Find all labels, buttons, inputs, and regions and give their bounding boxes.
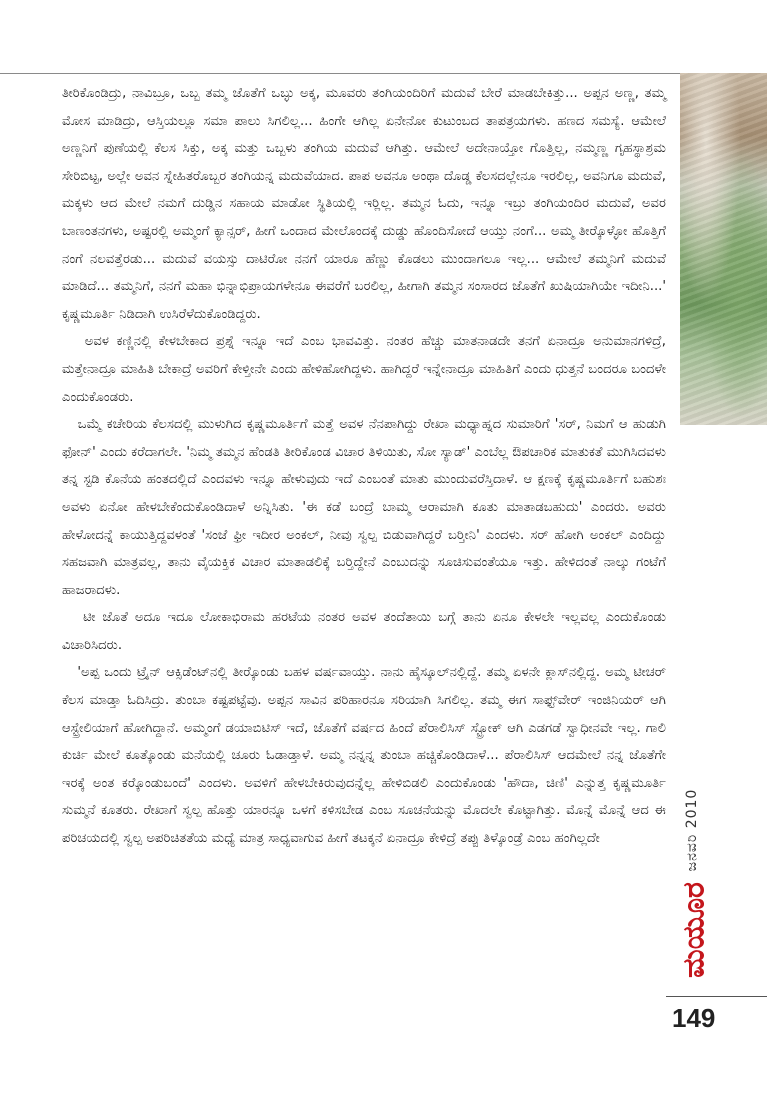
article-paragraph: ಟೀ ಜೊತೆ ಅದೂ ಇದೂ ಲೋಕಾಭಿರಾಮ ಹರಟೆಯ ನಂತರ ಅವಳ ತಂದೆತಾಯಿ ಬಗ್ಗೆ ತಾನು ಏನೂ ಕೇಳಲೇ ಇಲ್ಲವಲ್ಲ ಎಂದುಕೊಂಡು ವಿಚಾರಿಸಿದರು.: [62, 610, 671, 653]
margin-photo: [680, 73, 767, 425]
top-rule: [0, 73, 767, 74]
issue-date-text: ಜನವರಿ 2010: [684, 788, 700, 872]
article-paragraph: ಒಮ್ಮೆ ಕಚೇರಿಯ ಕೆಲಸದಲ್ಲಿ ಮುಳುಗಿದ ಕೃಷ್ಣಮೂರ್ತಿಗೆ ಮತ್ತೆ ಅವಳ ನೆನಪಾಗಿದ್ದು ರೇಖಾ ಮಧ್ಯಾಹ್ನದ ಸುಮಾರಿಗೆ 'ಸರ್, ನಿಮಗೆ ಆ ಹುಡುಗಿ ಫೋನ್' ಎಂದು ಕರೆದಾಗಲೇ. 'ನಿಮ್ಮ ತಮ್ಮನ ಹೆಂಡತಿ ತೀರಿಕೊಂಡ ವಿಚಾರ ತಿಳಿಯಿತು, ಸೋ ಸ್ಯಾಡ್' ಎಂಬೆಲ್ಲ ಔಪಚಾರಿಕ ಮಾತುಕತೆ ಮುಗಿಸಿದವಳು ತನ್ನ ಸ್ಟಡಿ ಕೊನೆಯ ಹಂತದಲ್ಲಿದೆ ಎಂದವಳು ಇನ್ನೂ ಹೇಳುವುದು ಇದೆ ಎಂಬಂತೆ ಮಾತು ಮುಂದುವರೆಸ್ತಿದಾಳೆ. ಆ ಕ್ಷಣಕ್ಕೆ ಕೃಷ್ಣಮೂರ್ತಿಗೆ ಬಹುಶಃ ಅವಳು ಏನೋ ಹೇಳಬೇಕೆಂದುಕೊಂಡಿದಾಳೆ ಅನ್ನಿಸಿತು. 'ಈ ಕಡೆ ಬಂದ್ರೆ ಬಾಮ್ಮ ಆರಾಮಾಗಿ ಕೂತು ಮಾತಾಡಬಹುದು' ಎಂದರು. ಅವರು ಹೇಳೋದನ್ನೆ ಕಾಯುತ್ತಿದ್ದವಳಂತೆ 'ಸಂಜೆ ಫ್ರೀ ಇದೀರ ಅಂಕಲ್, ನೀವು ಸ್ವಲ್ಪ ಬಿಡುವಾಗಿದ್ದರೆ ಬರ್‍ತೀನಿ' ಎಂದಳು. ಸರ್ ಹೋಗಿ ಅಂಕಲ್ ಎಂದಿದ್ದು ಸಹಜವಾಗಿ ಮಾತ್ರವಲ್ಲ, ತಾನು ವೈಯಕ್ತಿಕ ವಿಚಾರ ಮಾತಾಡಲಿಕ್ಕೆ ಬರ್‍ತಿದ್ದೇನೆ ಎಂಬುದನ್ನು ಸೂಚಿಸುವಂತೆಯೂ ಇತ್ತು. ಹೇಳಿದಂತೆ ನಾಲ್ಕು ಗಂಟೆಗೆ ಹಾಜರಾದಳು.: [62, 417, 671, 598]
article-paragraph: 'ಅಪ್ಪ ಒಂದು ಟ್ರೈನ್ ಆಕ್ಸಿಡೆಂಟ್‌ನಲ್ಲಿ ತೀರ್‍ಕೊಂಡು ಬಹಳ ವರ್ಷವಾಯ್ತು. ನಾನು ಹೈಸ್ಕೂಲ್‌ನಲ್ಲಿದ್ದೆ. ತಮ್ಮ ಏಳನೇ ಕ್ಲಾಸ್‌ನಲ್ಲಿದ್ದ. ಅಮ್ಮ ಟೀಚರ್ ಕೆಲಸ ಮಾಡ್ತಾ ಓದಿಸಿದ್ರು. ತುಂಬಾ ಕಷ್ಟಪಟ್ಟೆವು. ಅಪ್ಪನ ಸಾವಿನ ಪರಿಹಾರನೂ ಸರಿಯಾಗಿ ಸಿಗಲಿಲ್ಲ. ತಮ್ಮ ಈಗ ಸಾಫ್ಟ್‌ವೇರ್ ಇಂಜಿನಿಯರ್ ಆಗಿ ಆಸ್ಟ್ರೇಲಿಯಾಗೆ ಹೋಗಿದ್ದಾನೆ. ಅಮ್ಮಂಗೆ ಡಯಾಬಿಟಿಸ್ ಇದೆ, ಜೊತೆಗೆ ವರ್ಷದ ಹಿಂದೆ ಪೆರಾಲಿಸಿಸ್ ಸ್ಟ್ರೋಕ್ ಆಗಿ ಎಡಗಡೆ ಸ್ವಾಧೀನವೇ ಇಲ್ಲ. ಗಾಲಿ ಕುರ್ಚಿ ಮೇಲೆ ಕೂತ್ಕೊಂಡು ಮನೆಯಲ್ಲಿ ಚೂರು ಓಡಾಡ್ತಾಳೆ. ಅಮ್ಮ ನನ್ನನ್ನ ತುಂಬಾ ಹಚ್ಚಿಕೊಂಡಿದಾಳೆ... ಪೆರಾಲಿಸಿಸ್ ಆದಮೇಲೆ ನನ್ನ ಜೊತೆಗೇ ಇರಕ್ಕೆ ಅಂತ ಕರ್‍ಕೊಂಡುಬಂದೆ' ಎಂದಳು. ಅವಳಿಗೆ ಹೇಳಬೇಕಿರುವುದನ್ನೆಲ್ಲ ಹೇಳಿಬಿಡಲಿ ಎಂದುಕೊಂಡು 'ಹೌದಾ, ಚಿಣಿ' ಎನ್ನುತ್ತ ಕೃಷ್ಣಮೂರ್ತಿ ಸುಮ್ಮನೆ ಕೂತರು. ರೇಖಾಗೆ ಸ್ವಲ್ಪ ಹೊತ್ತು ಯಾರನ್ನೂ ಒಳಗೆ ಕಳಿಸಬೇಡ ಎಂಬ ಸೂಚನೆಯನ್ನು ಮೊದಲೇ ಕೊಟ್ಟಾಗಿತ್ತು. ಮೊನ್ನೆ ಮೊನ್ನೆ ಆದ ಈ ಪರಿಚಯದಲ್ಲಿ ಸ್ವಲ್ಪ ಅಪರಿಚಿತತೆಯ ಮಧ್ಯೆ ಮಾತ್ರ ಸಾಧ್ಯವಾಗುವ ಹೀಗೆ ತಟಕ್ಕನೆ ಏನಾದ್ರೂ ಕೇಳಿದ್ರೆ ತಪ್ಪು ತಿಳ್ಕೊಂಡ್ರೆ ಎಂಬ ಹಂಗಿಲ್ಲದೇ: [62, 665, 671, 847]
article-body: [62, 80, 671, 853]
page-number: 149: [672, 1003, 716, 1033]
page-number-rule: [666, 996, 767, 997]
article-paragraph: ತೀರಿಕೊಂಡಿದ್ರು, ನಾವಿಬ್ರೂ, ಒಬ್ಬ ತಮ್ಮ ಜೊತೆಗೆ ಒಬ್ಳು ಅಕ್ಕ, ಮೂವರು ತಂಗಿಯಂದಿರಿಗೆ ಮದುವೆ ಬೇರೆ ಮಾಡಬೇಕಿತ್ತು... ಅಪ್ಪನ ಅಣ್ಣ, ತಮ್ಮ ಮೋಸ ಮಾಡಿದ್ರು, ಆಸ್ತಿಯಲ್ಲೂ ಸಮಾ ಪಾಲು ಸಿಗಲಿಲ್ಲ... ಹಿಂಗೇ ಆಗಿಲ್ಲ ಏನೇನೋ ಕುಟುಂಬದ ತಾಪತ್ರಯಗಳು. ಹಣದ ಸಮಸ್ಯೆ. ಆಮೇಲೆ ಅಣ್ಣನಿಗೆ ಪುಣೆಯಲ್ಲಿ ಕೆಲಸ ಸಿಕ್ತು, ಅಕ್ಕ ಮತ್ತು ಒಬ್ಬಳು ತಂಗಿಯ ಮದುವೆ ಆಗಿತ್ತು. ಆಮೇಲೆ ಅದೇನಾಯ್ತೋ ಗೊತ್ತಿಲ್ಲ, ನಮ್ಮಣ್ಣ ಗೃಹಸ್ಥಾಶ್ರಮ ಸೇರಿಬಿಟ್ಟ, ಅಲ್ಲೇ ಅವನ ಸ್ನೇಹಿತರೊಬ್ಬರ ತಂಗಿಯನ್ನ ಮದುವೆಯಾದ. ಪಾಪ ಅವನೂ ಅಂಥಾ ದೊಡ್ಡ ಕೆಲಸದಲ್ಲೇನೂ ಇರಲಿಲ್ಲ, ಅವನಿಗೂ ಮದುವೆ, ಮಕ್ಕಳು ಆದ ಮೇಲೆ ನಮಗೆ ದುಡ್ಡಿನ ಸಹಾಯ ಮಾಡೋ ಸ್ಥಿತಿಯಲ್ಲಿ ಇರ್‍ಲಿಲ್ಲ. ತಮ್ಮನ ಓದು, ಇನ್ನೂ ಇಬ್ರು ತಂಗಿಯಂದಿರ ಮದುವೆ, ಅವರ ಬಾಣಂತನಗಳು, ಅಷ್ಟರಲ್ಲಿ ಅಮ್ಮಂಗೆ ಕ್ಯಾನ್ಸರ್, ಹೀಗೆ ಒಂದಾದ ಮೇಲೊಂದಕ್ಕೆ ದುಡ್ಡು ಹೊಂದಿಸೋದೆ ಆಯ್ತು ನಂಗೆ... ಅಮ್ಮ ತೀರ್‍ಕೊಳ್ಳೋ ಹೊತ್ತಿಗೆ ನಂಗೆ ನಲವತ್ತೆರಡು... ಮದುವೆ ವಯಸ್ಸು ದಾಟಿರೋ ನನಗೆ ಯಾರೂ ಹೆಣ್ಣು ಕೊಡಲು ಮುಂದಾಗಲೂ ಇಲ್ಲ... ಆಮೇಲೆ ತಮ್ಮನಿಗೆ ಮದುವೆ ಮಾಡಿದೆ... ತಮ್ಮನಿಗೆ, ನನಗೆ ಮಹಾ ಭಿನ್ನಾಭಿಪ್ರಾಯಗಳೇನೂ ಈವರೆಗೆ ಬರಲಿಲ್ಲ, ಹೀಗಾಗಿ ತಮ್ಮನ ಸಂಸಾರದ ಜೊತೆಗೆ ಖುಷಿಯಾಗಿಯೇ ಇದೀನಿ...' ಕೃಷ್ಣಮೂರ್ತಿ ನಿಡಿದಾಗಿ ಉಸಿರೆಳೆದುಕೊಂಡಿದ್ದರು.: [62, 86, 671, 322]
issue-date: [672, 780, 712, 880]
magazine-logo-text: ಮಯೂರ: [676, 882, 712, 978]
article-paragraph: ಅವಳ ಕಣ್ಣಿನಲ್ಲಿ ಕೇಳಬೇಕಾದ ಪ್ರಶ್ನೆ ಇನ್ನೂ ಇದೆ ಎಂಬ ಭಾವವಿತ್ತು. ನಂತರ ಹೆಚ್ಚು ಮಾತನಾಡದೇ ತನಗೆ ಏನಾದ್ರೂ ಅನುಮಾನಗಳಿದ್ರೆ, ಮತ್ತೇನಾದ್ರೂ ಮಾಹಿತಿ ಬೇಕಾದ್ರೆ ಅವರಿಗೆ ಕೇಳ್ತೀನೇ ಎಂದು ಹೇಳಿಹೋಗಿದ್ದಳು. ಹಾಗಿದ್ದರೆ ಇನ್ನೇನಾದ್ರೂ ಮಾಹಿತಿಗೆ ಎಂದು ಧುತ್ತನೆ ಬಂದರೂ ಬಂದಳೇ ಎಂದುಕೊಂಡರು.: [62, 334, 671, 405]
magazine-logo: [672, 880, 716, 980]
